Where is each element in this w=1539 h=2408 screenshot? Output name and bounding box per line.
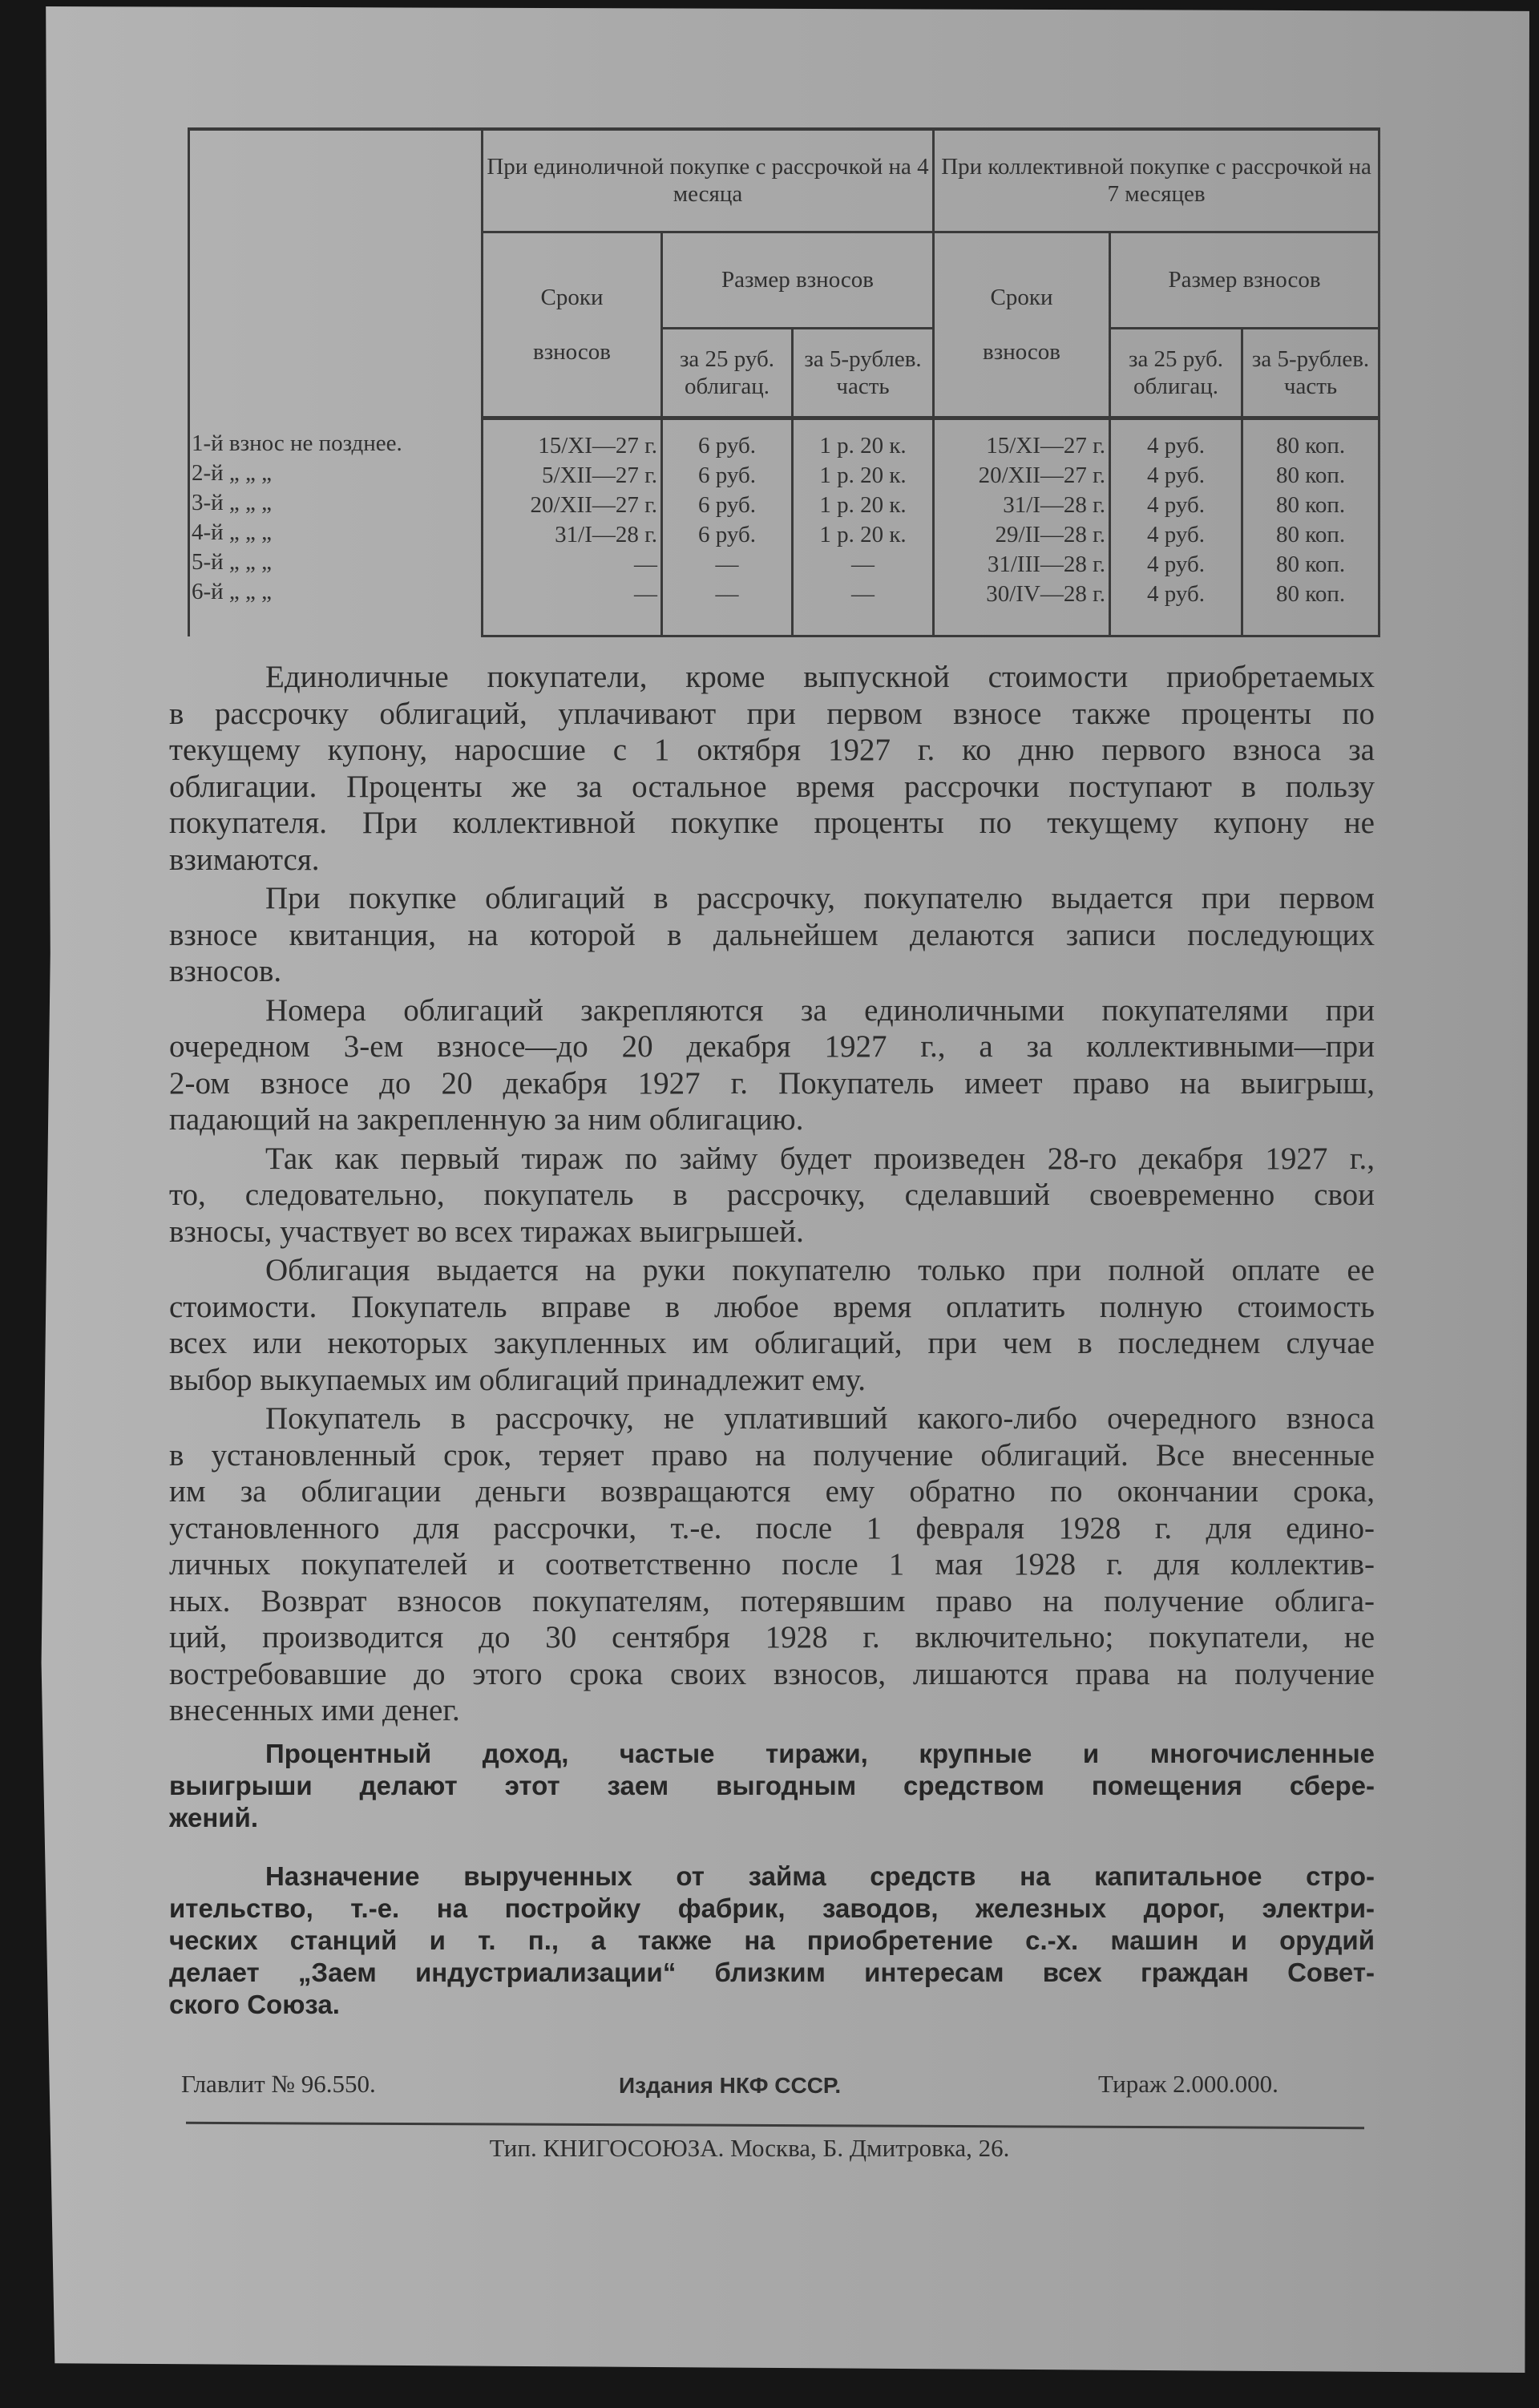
table-cell: 31/III—28 г.: [987, 551, 1106, 577]
collective-25-header: за 25 руб. облигац.: [1110, 328, 1242, 418]
terms-label-2: взносов: [533, 338, 611, 365]
table-cell: 4-й „ „ „: [192, 519, 273, 545]
table-cell: 80 коп.: [1275, 551, 1346, 577]
table-cell: —: [851, 580, 875, 607]
collective-25-amounts: [1110, 418, 1242, 636]
text-line: взносе квитанция, на которой в дальнейшем делаются записи последующих: [169, 917, 1375, 952]
text-line: 2-ом взносе до 20 декабря 1927 г. Покупатель имеет право на выигрыш,: [169, 1065, 1375, 1101]
text-line: ций, производится до 30 сентября 1928 г. включительно; покупатели, не: [169, 1620, 1375, 1654]
collective-dates: [934, 418, 1110, 636]
glavlit-number: Главлит № 96.550.: [181, 2070, 376, 2098]
table-cell: 1-й взнос не позднее.: [192, 430, 402, 456]
table-cell: 5/XII—27 г.: [542, 462, 657, 488]
terms-label: Сроки: [990, 284, 1053, 310]
text-line: внесенных ими денег.: [169, 1693, 460, 1727]
table-cell: 15/XI—27 г.: [986, 432, 1106, 459]
text-line: в рассрочку облигаций, уплачивают при первом взносе также проценты по: [169, 696, 1375, 731]
publisher: Издания НКФ СССР.: [619, 2073, 842, 2098]
table-cell: 6 руб.: [698, 432, 756, 459]
paragraph: [169, 1861, 1375, 2021]
table-data-row: [189, 418, 1379, 636]
paragraph: [169, 1400, 1375, 1729]
table-cell: 4 руб.: [1147, 432, 1206, 459]
text-line: ительство, т.-е. на постройку фабрик, заводов, железных дорог, электри-: [169, 1893, 1375, 1923]
print-run: Тираж 2.000.000.: [1098, 2070, 1278, 2098]
text-line: ского Союза.: [169, 1990, 340, 2019]
installment-schedule-table: [188, 127, 1380, 637]
text-line: Единоличные покупатели, кроме выпускной стоимости приобретаемых: [265, 660, 1375, 694]
row-label-header: [189, 129, 483, 418]
text-line: очередном 3-ем взносе—до 20 декабря 1927 г., а за коллективными—при: [169, 1029, 1375, 1064]
text-line: жений.: [169, 1803, 258, 1832]
individual-5-amounts: [793, 418, 934, 636]
text-line: ческих станций и т. п., а также на приобретение с.-х. машин и орудий: [169, 1925, 1375, 1955]
paragraph: [169, 1252, 1375, 1398]
table-cell: 6 руб.: [698, 491, 756, 518]
table-cell: 20/XII—27 г.: [530, 491, 657, 518]
text-line: Номера облигаций закрепляются за единоличными покупателями при: [265, 992, 1375, 1028]
text-line: востребовавшие до этого срока своих взносов, лишаются права на получение: [169, 1656, 1375, 1691]
collective-purchase-header: При коллективной покупке с рассрочкой на 7 месяцев: [934, 129, 1379, 232]
text-line: Так как первый тираж по займу будет произведен 28-го декабря 1927 г.,: [265, 1141, 1375, 1176]
table-cell: 6-й „ „ „: [192, 579, 273, 604]
text-line: Облигация выдается на руки покупателю только при полной оплате ее: [265, 1253, 1375, 1287]
individual-terms-header: [483, 232, 662, 418]
table-cell: 80 коп.: [1275, 432, 1346, 459]
table-cell: 1 р. 20 к.: [819, 521, 907, 547]
table-cell: 4 руб.: [1147, 491, 1206, 518]
individual-25-amounts: [662, 418, 793, 636]
table-cell: 2-й „ „ „: [192, 460, 273, 486]
paragraph: [169, 1141, 1375, 1250]
table-cell: —: [715, 551, 739, 577]
table-cell: 31/I—28 г.: [1003, 491, 1106, 518]
text-line: взносы, участвует во всех тиражах выигрышей.: [169, 1214, 804, 1249]
paragraph: [169, 659, 1375, 878]
table-cell: 6 руб.: [698, 462, 756, 488]
individual-25-header: за 25 руб. облигац.: [662, 328, 793, 418]
text-line: выбор выкупаемых им облигаций принадлежит ему.: [169, 1362, 866, 1397]
text-line: покупателя. При коллективной покупке проценты по текущему купону не: [169, 806, 1375, 840]
text-line: При покупке облигаций в рассрочку, покупателю выдается при первом: [265, 881, 1375, 915]
text-line: взносов.: [169, 954, 282, 988]
text-line: стоимости. Покупатель вправе в любое время оплатить полную стоимость: [169, 1289, 1375, 1324]
terms-label: Сроки: [540, 284, 604, 310]
paragraph: [169, 1738, 1375, 1834]
individual-5-header: за 5-рублев. часть: [793, 328, 934, 418]
table-cell: 20/XII—27 г.: [978, 462, 1106, 488]
collective-terms-header: [934, 232, 1110, 418]
table-cell: 4 руб.: [1147, 580, 1206, 607]
table-cell: 30/IV—28 г.: [986, 580, 1106, 607]
table-cell: 4 руб.: [1147, 551, 1206, 577]
text-line: то, следовательно, покупатель в рассрочку, сделавший своевременно свои: [169, 1178, 1375, 1212]
text-line: Назначение вырученных от займа средств на капитальное стро-: [265, 1861, 1375, 1891]
text-line: личных покупателей и соответственно после 1 мая 1928 г. для коллектив-: [169, 1547, 1375, 1582]
collective-size-header: Размер взносов: [1110, 232, 1379, 328]
text-line: текущему купону, наросшие с 1 октября 1927 г. ко дню первого взноса за: [169, 733, 1375, 767]
advantages-text: [169, 1738, 1375, 2047]
paragraph: [169, 880, 1375, 990]
terms-text: [169, 659, 1375, 1731]
paragraph: [169, 992, 1375, 1138]
table-cell: —: [715, 580, 739, 607]
table-cell: 3-й „ „ „: [192, 490, 273, 515]
collective-5-header: за 5-рублев. часть: [1242, 328, 1379, 418]
table-cell: 6 руб.: [698, 521, 756, 547]
table-cell: 4 руб.: [1147, 462, 1206, 488]
table-cell: —: [634, 551, 657, 577]
installment-labels: [189, 418, 483, 636]
text-line: им за облигации деньги возвращаются ему обратно по окончании срока,: [169, 1474, 1375, 1509]
text-line: в установленный срок, теряет право на получение облигаций. Все внесенные: [169, 1437, 1375, 1473]
table-cell: 1 р. 20 к.: [819, 462, 907, 488]
text-line: Покупатель в рассрочку, не уплативший какого-либо очередного взноса: [265, 1401, 1375, 1436]
table-cell: 5-й „ „ „: [192, 549, 273, 575]
printer-imprint: Тип. КНИГОСОЮЗА. Москва, Б. Дмитровка, 26.: [489, 2134, 1010, 2162]
text-line: выигрыши делают этот заем выгодным средством помещения сбере-: [169, 1771, 1375, 1800]
text-line: Процентный доход, частые тиражи, крупные и многочисленные: [265, 1739, 1375, 1768]
table-cell: —: [851, 551, 875, 577]
text-line: ных. Возврат взносов покупателям, потерявшим право на получение облига-: [169, 1583, 1375, 1618]
text-line: взимаются.: [169, 842, 320, 877]
table-cell: 31/I—28 г.: [555, 521, 657, 547]
collective-5-amounts: [1242, 418, 1379, 636]
terms-label-2: взносов: [983, 338, 1061, 365]
table-cell: 80 коп.: [1275, 580, 1346, 607]
table-cell: 15/XI—27 г.: [538, 432, 657, 459]
individual-purchase-header: При единоличной покупке с рассрочкой на 4 месяца: [483, 129, 934, 232]
text-line: всех или некоторых закупленных им облигаций, при чем в последнем случае: [169, 1326, 1375, 1360]
table-cell: —: [634, 580, 657, 607]
text-line: установленного для рассрочки, т.-е. после 1 февраля 1928 г. для едино-: [169, 1510, 1375, 1545]
table-cell: 80 коп.: [1275, 521, 1346, 547]
table-cell: 80 коп.: [1275, 491, 1346, 518]
individual-dates: [483, 418, 662, 636]
text-line: падающий на закрепленную за ним облигацию.: [169, 1102, 804, 1137]
text-line: облигации. Проценты же за остальное время рассрочки поступают в пользу: [169, 769, 1375, 804]
table-cell: 29/II—28 г.: [995, 521, 1106, 547]
table-cell: 1 р. 20 к.: [819, 432, 907, 459]
table-cell: 1 р. 20 к.: [819, 491, 907, 518]
table-cell: 80 коп.: [1275, 462, 1346, 488]
table-cell: 4 руб.: [1147, 521, 1206, 547]
individual-size-header: Размер взносов: [662, 232, 934, 328]
text-line: делает „Заем индустриализации“ близким интересам всех граждан Совет-: [169, 1958, 1375, 1987]
